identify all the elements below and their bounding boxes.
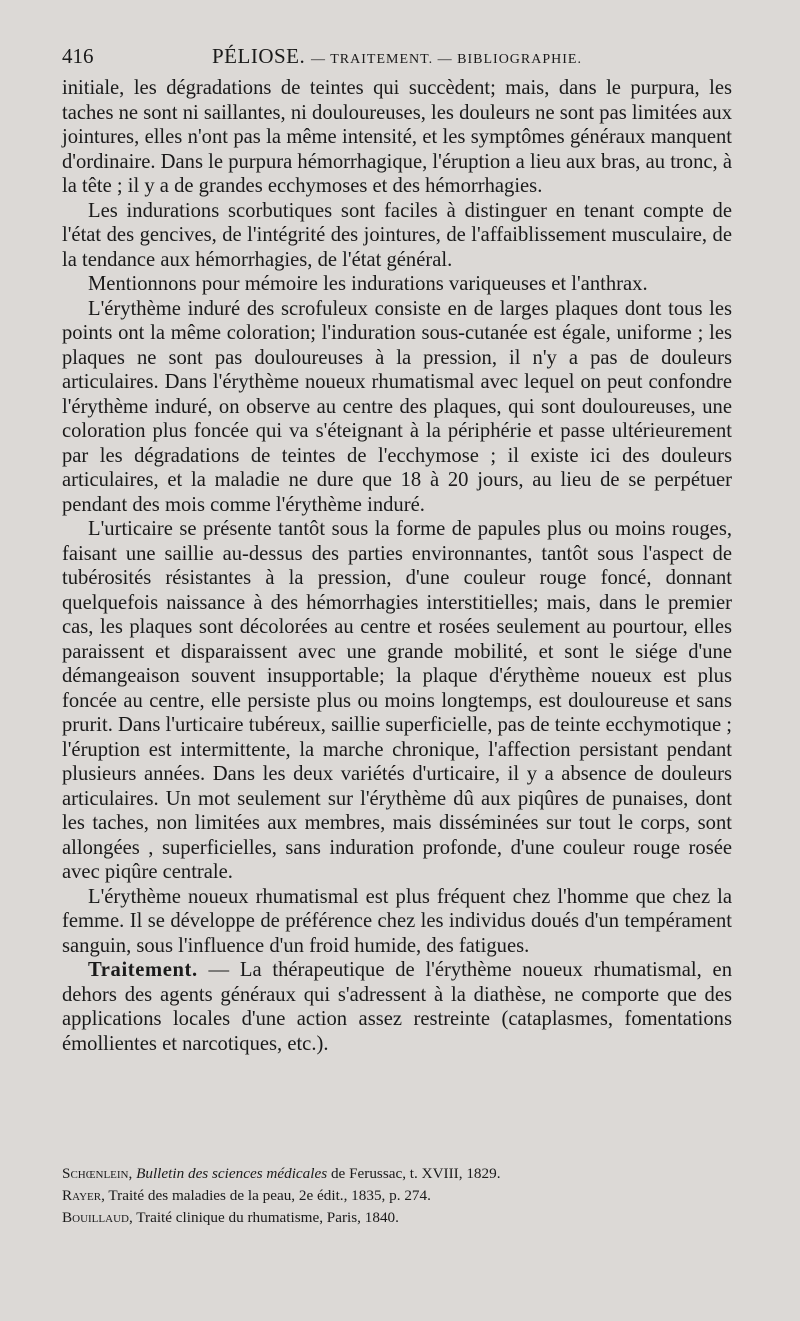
treatment-paragraph xyxy=(62,958,732,1056)
bib-rest: de Ferussac, t. XVIII, 1829. xyxy=(327,1165,501,1182)
bib-author: Rayer, xyxy=(62,1187,105,1204)
running-head-section: — TRAITEMENT. — BIBLIOGRAPHIE. xyxy=(311,52,582,67)
bib-author: Bouillaud, xyxy=(62,1209,133,1226)
page-header xyxy=(62,44,760,74)
bib-rest: Traité clinique du rhumatisme, Paris, 1840. xyxy=(132,1209,399,1226)
paragraph: Les indurations scorbutiques sont faciles à distinguer en tenant compte de l'état des gencives, de l'intégrité des jointures, de l'affaiblissement musculaire, de la tendance aux hémorrhagies, de l'état général. xyxy=(62,199,732,271)
bibliography xyxy=(62,1163,732,1229)
bibliography-entry xyxy=(62,1163,732,1185)
paragraph: L'érythème induré des scrofuleux consiste en de larges plaques dont tous les points ont la même coloration; l'induration sous-cutanée est égale, uniforme ; les plaques ne sont pas douloureuses à la pression, il n'y a pas de douleurs articulaires. Dans l'érythème noueux rhumatismal avec lequel on peut confondre l'érythème induré, on observe au centre des plaques, qui sont douloureuses, une coloration plus foncée qui va s'éteignant à la périphérie et passe ultérieurement par les dégradations de teintes de l'ecchymose ; il existe ici des douleurs articulaires, et la maladie ne dure que 18 à 20 jours, au lieu de se perpétuer pendant des mois comme l'érythème induré. xyxy=(62,297,732,516)
running-head-title: PÉLIOSE. xyxy=(212,44,306,68)
paragraph: L'érythème noueux rhumatismal est plus fréquent chez l'homme que chez la femme. Il se développe de préférence chez les individus doués d'un tempérament sanguin, sous l'influence d'un froid humide, des fatigues. xyxy=(62,885,732,957)
bib-author: Schœnlein, xyxy=(62,1165,133,1182)
bibliography-entry xyxy=(62,1185,732,1207)
treatment-heading: Traitement. xyxy=(88,959,198,981)
bib-rest: Traité des maladies de la peau, 2e édit., 1835, p. 274. xyxy=(104,1187,431,1204)
bib-title: Bulletin des sciences médicales xyxy=(136,1165,328,1182)
running-head xyxy=(212,44,582,69)
paragraph: L'urticaire se présente tantôt sous la forme de papules plus ou moins rouges, faisant une saillie au-dessus des parties environnantes, tantôt sous l'aspect de tubérosités résistantes à la pression, d'une couleur rouge foncé, donnant quelquefois naissance à des hémorrhagies interstitielles; mais, dans le premier cas, les plaques sont décolorées au centre et rosées seulement au pourtour, elles paraissent et disparaissent avec une grande mobilité, et sont le siége d'une démangeaison souvent insupportable; la plaque d'érythème noueux est plus foncée au centre, elle persiste plus ou moins longtemps, est douloureuse et sans prurit. Dans l'urticaire tubéreux, saillie superficielle, pas de teinte ecchymotique ; l'éruption est intermittente, la marche chronique, l'affection persistant pendant plusieurs années. Dans les deux variétés d'urticaire, il y a absence de douleurs articulaires. Un mot seulement sur l'érythème dû aux piqûres de punaises, dont les taches, non limitées aux membres, mais disséminées sur tout le corps, sont allongées , superficielles, sans induration profonde, d'une couleur rouge rosée avec piqûre centrale. xyxy=(62,518,732,883)
paragraph: initiale, les dégradations de teintes qui succèdent; mais, dans le purpura, les taches ne sont ni saillantes, ni douloureuses, les douleurs ne sont pas limitées aux jointures, elles n'ont pas la même intensité, et les symptômes généraux manquent d'ordinaire. Dans le purpura hémorrhagique, l'éruption a lieu aux bras, au tronc, à la tête ; il y a de grandes ecchymoses et des hémorrhagies. xyxy=(62,77,732,197)
paragraph: Mentionnons pour mémoire les indurations variqueuses et l'anthrax. xyxy=(88,273,648,295)
body-text xyxy=(62,76,732,1056)
bibliography-entry xyxy=(62,1207,732,1229)
treatment-text: — La thérapeutique de l'érythème noueux rhumatismal, en dehors des agents généraux qui s'adressent à la diathèse, ne comporte que des applications locales d'une action assez restreinte (cataplasmes, fomentations émollientes et narcotiques, etc.). xyxy=(62,959,732,1055)
page-number: 416 xyxy=(62,44,94,68)
